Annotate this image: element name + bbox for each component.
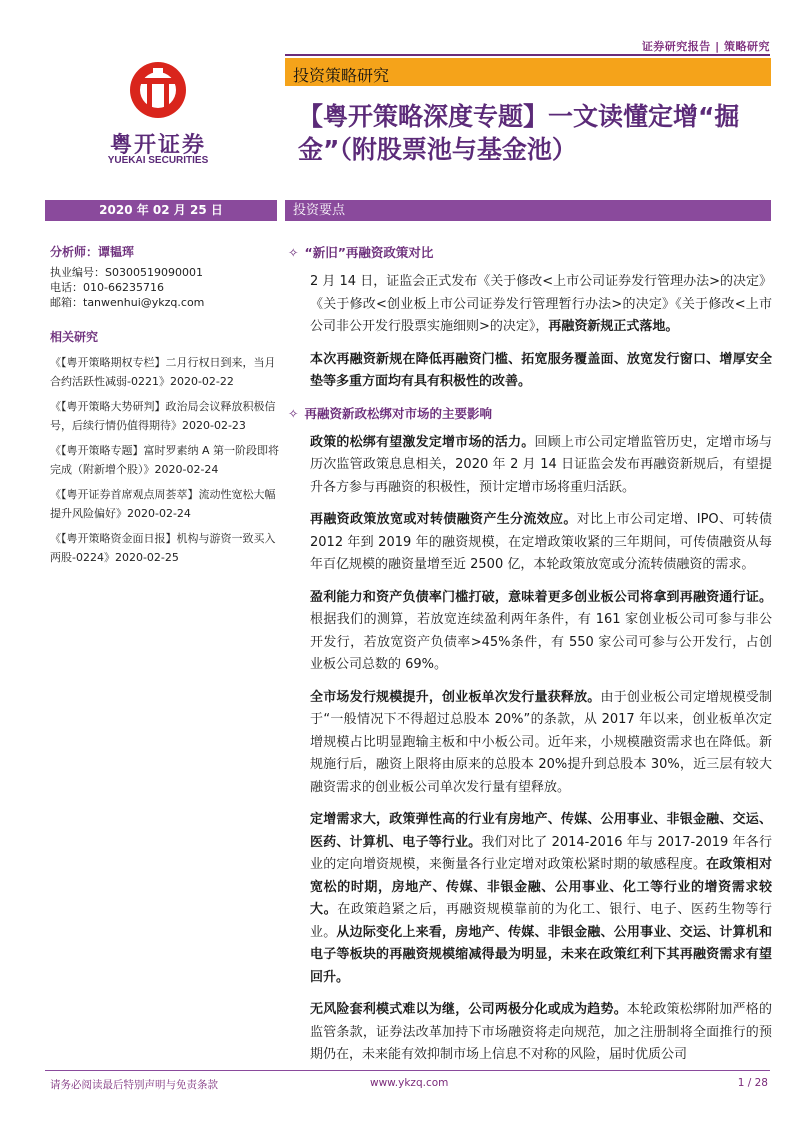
- related-research-item[interactable]: 《【粤开证券首席观点周荟萃】流动性宽松大幅提升风险偏好》2020-02-24: [50, 488, 276, 520]
- analyst-contact: [50, 265, 282, 310]
- section-heading: ✧ 再融资新政松绑对市场的主要影响: [288, 405, 492, 421]
- related-research-item[interactable]: 《【粤开策略大势研判】政治局会议释放积极信号，后续行情仍值得期待》2020-02-23: [50, 400, 276, 432]
- analyst-name: 分析师：谭韫珲: [50, 245, 135, 259]
- report-title: 【粤开策略深度专题】一文读懂定增“掘金”（附股票池与基金池）: [298, 102, 740, 164]
- paragraph: 2 月 14 日，证监会正式发布《关于修改<上市公司证券发行管理办法>的决定》《关于修改<创业板上市公司证券发行管理暂行办法>的决定》《关于修改<上市公司非公开发行股票实施细则>的决定》，再融资新规正式落地。: [310, 274, 772, 334]
- paragraph: 本次再融资新规在降低再融资门槛、拓宽服务覆盖面、放宽发行窗口、增厚安全垫等多重方面均有具有积极性的改善。: [310, 351, 772, 389]
- company-logo: [88, 58, 228, 168]
- diamond-icon: ✧: [288, 245, 299, 260]
- paragraph: 政策的松绑有望激发定增市场的活力。回顾上市公司定增监管历史，定增市场与历次监管政策息息相关，2020 年 2 月 14 日证监会发布再融资新规后，有望提升各方参与再融资的积极性，预计定增市场将重归活跃。: [310, 434, 772, 495]
- related-research-item[interactable]: 《【粤开策略专题】富时罗素纳 A 第一阶段即将完成（附新增个股）》2020-02-24: [50, 444, 280, 476]
- diamond-icon: ✧: [288, 405, 299, 421]
- logo-english-name: YUEKAI SECURITIES: [107, 155, 209, 166]
- key-points-label: 投资要点: [293, 203, 346, 218]
- analyst-phone: 电话：010-66235716: [50, 281, 164, 294]
- footer-disclaimer[interactable]: 请务必阅读最后特别声明与免责条款: [50, 1079, 218, 1091]
- paragraph: 无风险套利模式难以为继，公司两极分化或成为趋势。本轮政策松绑附加严格的监管条款，证券法改革加持下市场融资将走向规范，加之注册制将全面推行的预期仍在，未来能有效抑制市场上信息不对称的风险，届时优质公司: [310, 1002, 772, 1062]
- header-divider: [285, 54, 770, 56]
- logo-name: 粤开证券: [109, 133, 206, 158]
- analyst-license: 执业编号：S0300519090001: [50, 266, 203, 279]
- main-content: [288, 243, 772, 1077]
- analyst-email[interactable]: 邮箱：tanwenhui@ykzq.com: [50, 296, 205, 309]
- related-research-item[interactable]: 《【粤开策略期权专栏】二月行权日到来，当月合约活跃性减弱-0221》2020-02-22: [50, 356, 276, 388]
- related-research-item[interactable]: 《【粤开策略资金面日报】机构与游资一致买入两股-0224》2020-02-25: [50, 532, 276, 564]
- category-banner: [285, 58, 771, 86]
- banner-label: 投资策略研究: [293, 66, 390, 85]
- logo-emblem-icon: [123, 58, 193, 120]
- section-heading: ✧ “新旧”再融资政策对比: [288, 245, 434, 260]
- footer-divider: [45, 1070, 770, 1071]
- key-points-bar: [285, 200, 771, 221]
- sidebar: [50, 245, 282, 573]
- related-research-heading: 相关研究: [50, 330, 99, 344]
- footer-website[interactable]: www.ykzq.com: [370, 1077, 449, 1089]
- paragraph: 再融资政策放宽或对转债融资产生分流效应。对比上市公司定增、IPO、可转债 2012 年到 2019 年的融资规模，在定增政策收紧的三年期间，可传债融资从每年百亿规模的融资量增至近 2500 亿，本轮政策放宽或分流转债融资的需求。: [310, 512, 772, 572]
- paragraph: 定增需求大，政策弹性高的行业有房地产、传媒、公用事业、非银金融、交运、医药、计算机、电子等行业。我们对比了 2014-2016 年与 2017-2019 年各行业的定向增资规模，来衡量各行业定增对政策松紧时期的敏感程度。在政策相对宽松的时期，房地产、传媒、非银金融、公用事业、化工等行业的增资需求较大。在政策趋紧之后，再融资规模靠前的为化工、银行、电子、医药生物等行业。从边际变化上来看，房地产、传媒、非银金融、公用事业、交运、计算机和电子等板块的再融资规模缩减得最为明显，未来在政策红利下其再融资需求有望回升。: [310, 812, 772, 985]
- paragraph: 全市场发行规模提升，创业板单次发行量获释放。由于创业板公司定增规模受制于“一般情况下不得超过总股本 20%”的条款，从 2017 年以来，创业板单次定增规模占比明显跑输主板和中小板公司。近年来，小规模融资需求也在降低。新规施行后，融资上限将由原来的总股本 20%提升到总股本 30%，近三层有较大融资需求的创业板公司单次发行量有望释放。: [310, 689, 772, 795]
- report-date: 2020 年 02 月 25 日: [45, 200, 277, 221]
- report-type-label: 证券研究报告 | 策略研究: [641, 40, 770, 53]
- page-number: 1 / 28: [737, 1077, 768, 1089]
- paragraph: 盈利能力和资产负债率门槛打破，意味着更多创业板公司将拿到再融资通行证。根据我们的测算，若放宽连续盈利两年条件，有 161 家创业板公司可参与非公开发行，若放宽资产负债率>45%条件，有 550 家公司可参与公开发行，占创业板公司总数的 69%。: [310, 589, 772, 672]
